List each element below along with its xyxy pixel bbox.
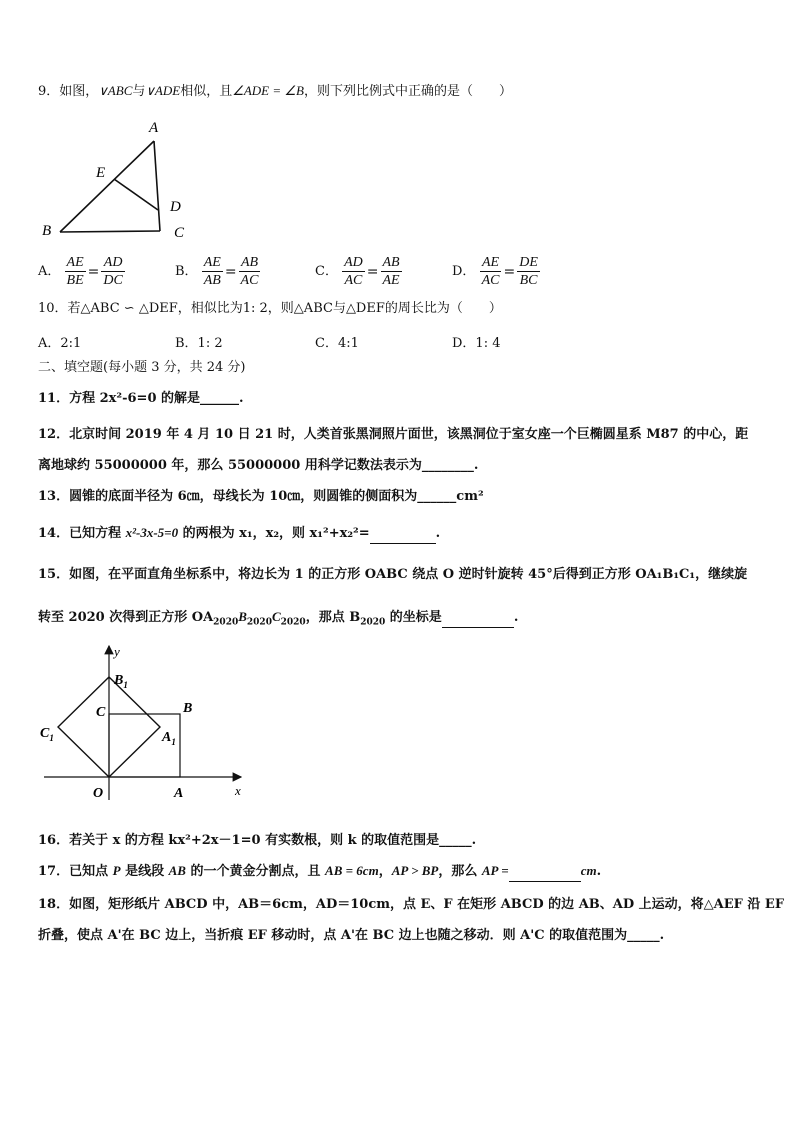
q10-option-c[interactable]: C．4:1 [315,336,359,351]
label-x: x [235,783,241,798]
q9-option-c[interactable]: C． $\frac{AD}{AC}$ = $\frac{AB}{AE}$ [315,255,400,288]
q18-line2: 折叠，使点 A'在 BC 边上，当折痕 EF 移动时，点 A'在 BC 边上也随之移动．则 A'C 的取值范围为_____. [38,928,665,943]
segment-ba [60,141,154,232]
fraction: $\frac{DE}{BC}$ [519,255,538,288]
q10-stem: 10．若△ABC ∽ △DEF，相似比为1: 2，则△ABC与△DEF的周长比为（ ） [38,301,502,316]
q17: 17．已知点 P 是线段 AB 的一个黄金分割点，且 AB = 6cm，AP > BP，那么 AP = cm. [38,862,601,882]
label-A: A [174,786,184,801]
q10-option-a[interactable]: A．2:1 [38,336,82,351]
label-O: O [93,786,104,801]
q12-line2: 离地球约 55000000 年，那么 55000000 用科学记数法表示为________. [38,458,479,473]
q18-line1: 18．如图，矩形纸片 ABCD 中，AB＝6cm，AD＝10cm，点 E、F 在矩形 ABCD 的边 AB、AD 上运动，将△AEF 沿 EF [38,897,785,912]
section-heading: 二、填空题(每小题 3 分，共 24 分) [38,360,246,375]
label-E: E [96,165,106,181]
square-oabc [109,714,180,777]
segment-ed [114,179,158,210]
fraction: $\frac{AD}{AC}$ [344,255,363,288]
fraction: $\frac{AB}{AE}$ [382,255,400,288]
label-D: D [170,199,181,215]
label-C: C [174,225,185,241]
label-B: B [42,223,52,239]
q9-option-a[interactable]: A． $\frac{AE}{BE}$ = $\frac{AD}{DC}$ [38,255,123,288]
q9-option-b[interactable]: B． $\frac{AE}{AB}$ = $\frac{AB}{AC}$ [175,255,259,288]
label-B1: $B_1$ [114,673,128,690]
fraction: $\frac{AD}{DC}$ [103,255,123,288]
segment-bc [60,231,160,232]
q10-option-d[interactable]: D．1: 4 [452,336,501,351]
segment-ac [154,141,160,231]
label-C1: $C_1$ [40,726,54,743]
q13: 13．圆锥的底面半径为 6㎝，母线长为 10㎝，则圆锥的侧面积为______cm² [38,489,484,504]
label-B: B [183,701,193,716]
q15-line1: 15．如图，在平面直角坐标系中，将边长为 1 的正方形 OABC 绕点 O 逆时针旋转 45°后得到正方形 OA₁B₁C₁，继续旋 [38,567,748,582]
fraction: $\frac{AE}{AC}$ [481,255,500,288]
q12-line1: 12．北京时间 2019 年 4 月 10 日 21 时，人类首张黑洞照片面世，该黑洞位于室女座一个巨椭圆星系 M87 的中心，距 [38,427,749,442]
label-y: y [114,644,120,659]
label-A1: $A_1$ [162,730,176,747]
fraction: $\frac{AB}{AC}$ [240,255,259,288]
q14: 14．已知方程 x²-3x-5=0 的两根为 x₁，x₂，则 x₁²+x₂²= . [38,524,440,544]
fraction: $\frac{AE}{AB}$ [203,255,221,288]
q16: 16．若关于 x 的方程 kx²+2x－1=0 有实数根，则 k 的取值范围是_____. [38,833,477,848]
q11: 11．方程 2x²-6=0 的解是______. [38,391,244,406]
q15-line2: 转至 2020 次得到正方形 $OA_{2020}B_{2020}C_{2020}$，那点 $B_{2020}$ 的坐标是 . [38,609,519,628]
q9-stem: 9．如图，∨ABC与∨ADE相似，且∠ADE = ∠B，则下列比例式中正确的是（ ） [38,83,513,99]
label-A: A [149,120,159,136]
q10-option-b[interactable]: B．1: 2 [175,336,223,351]
label-C: C [96,705,106,720]
q15-coordinate-figure [36,640,256,805]
q9-triangle-figure [36,115,206,245]
fraction: $\frac{AE}{BE}$ [66,255,84,288]
q9-option-d[interactable]: D． $\frac{AE}{AC}$ = $\frac{DE}{BC}$ [452,255,538,288]
